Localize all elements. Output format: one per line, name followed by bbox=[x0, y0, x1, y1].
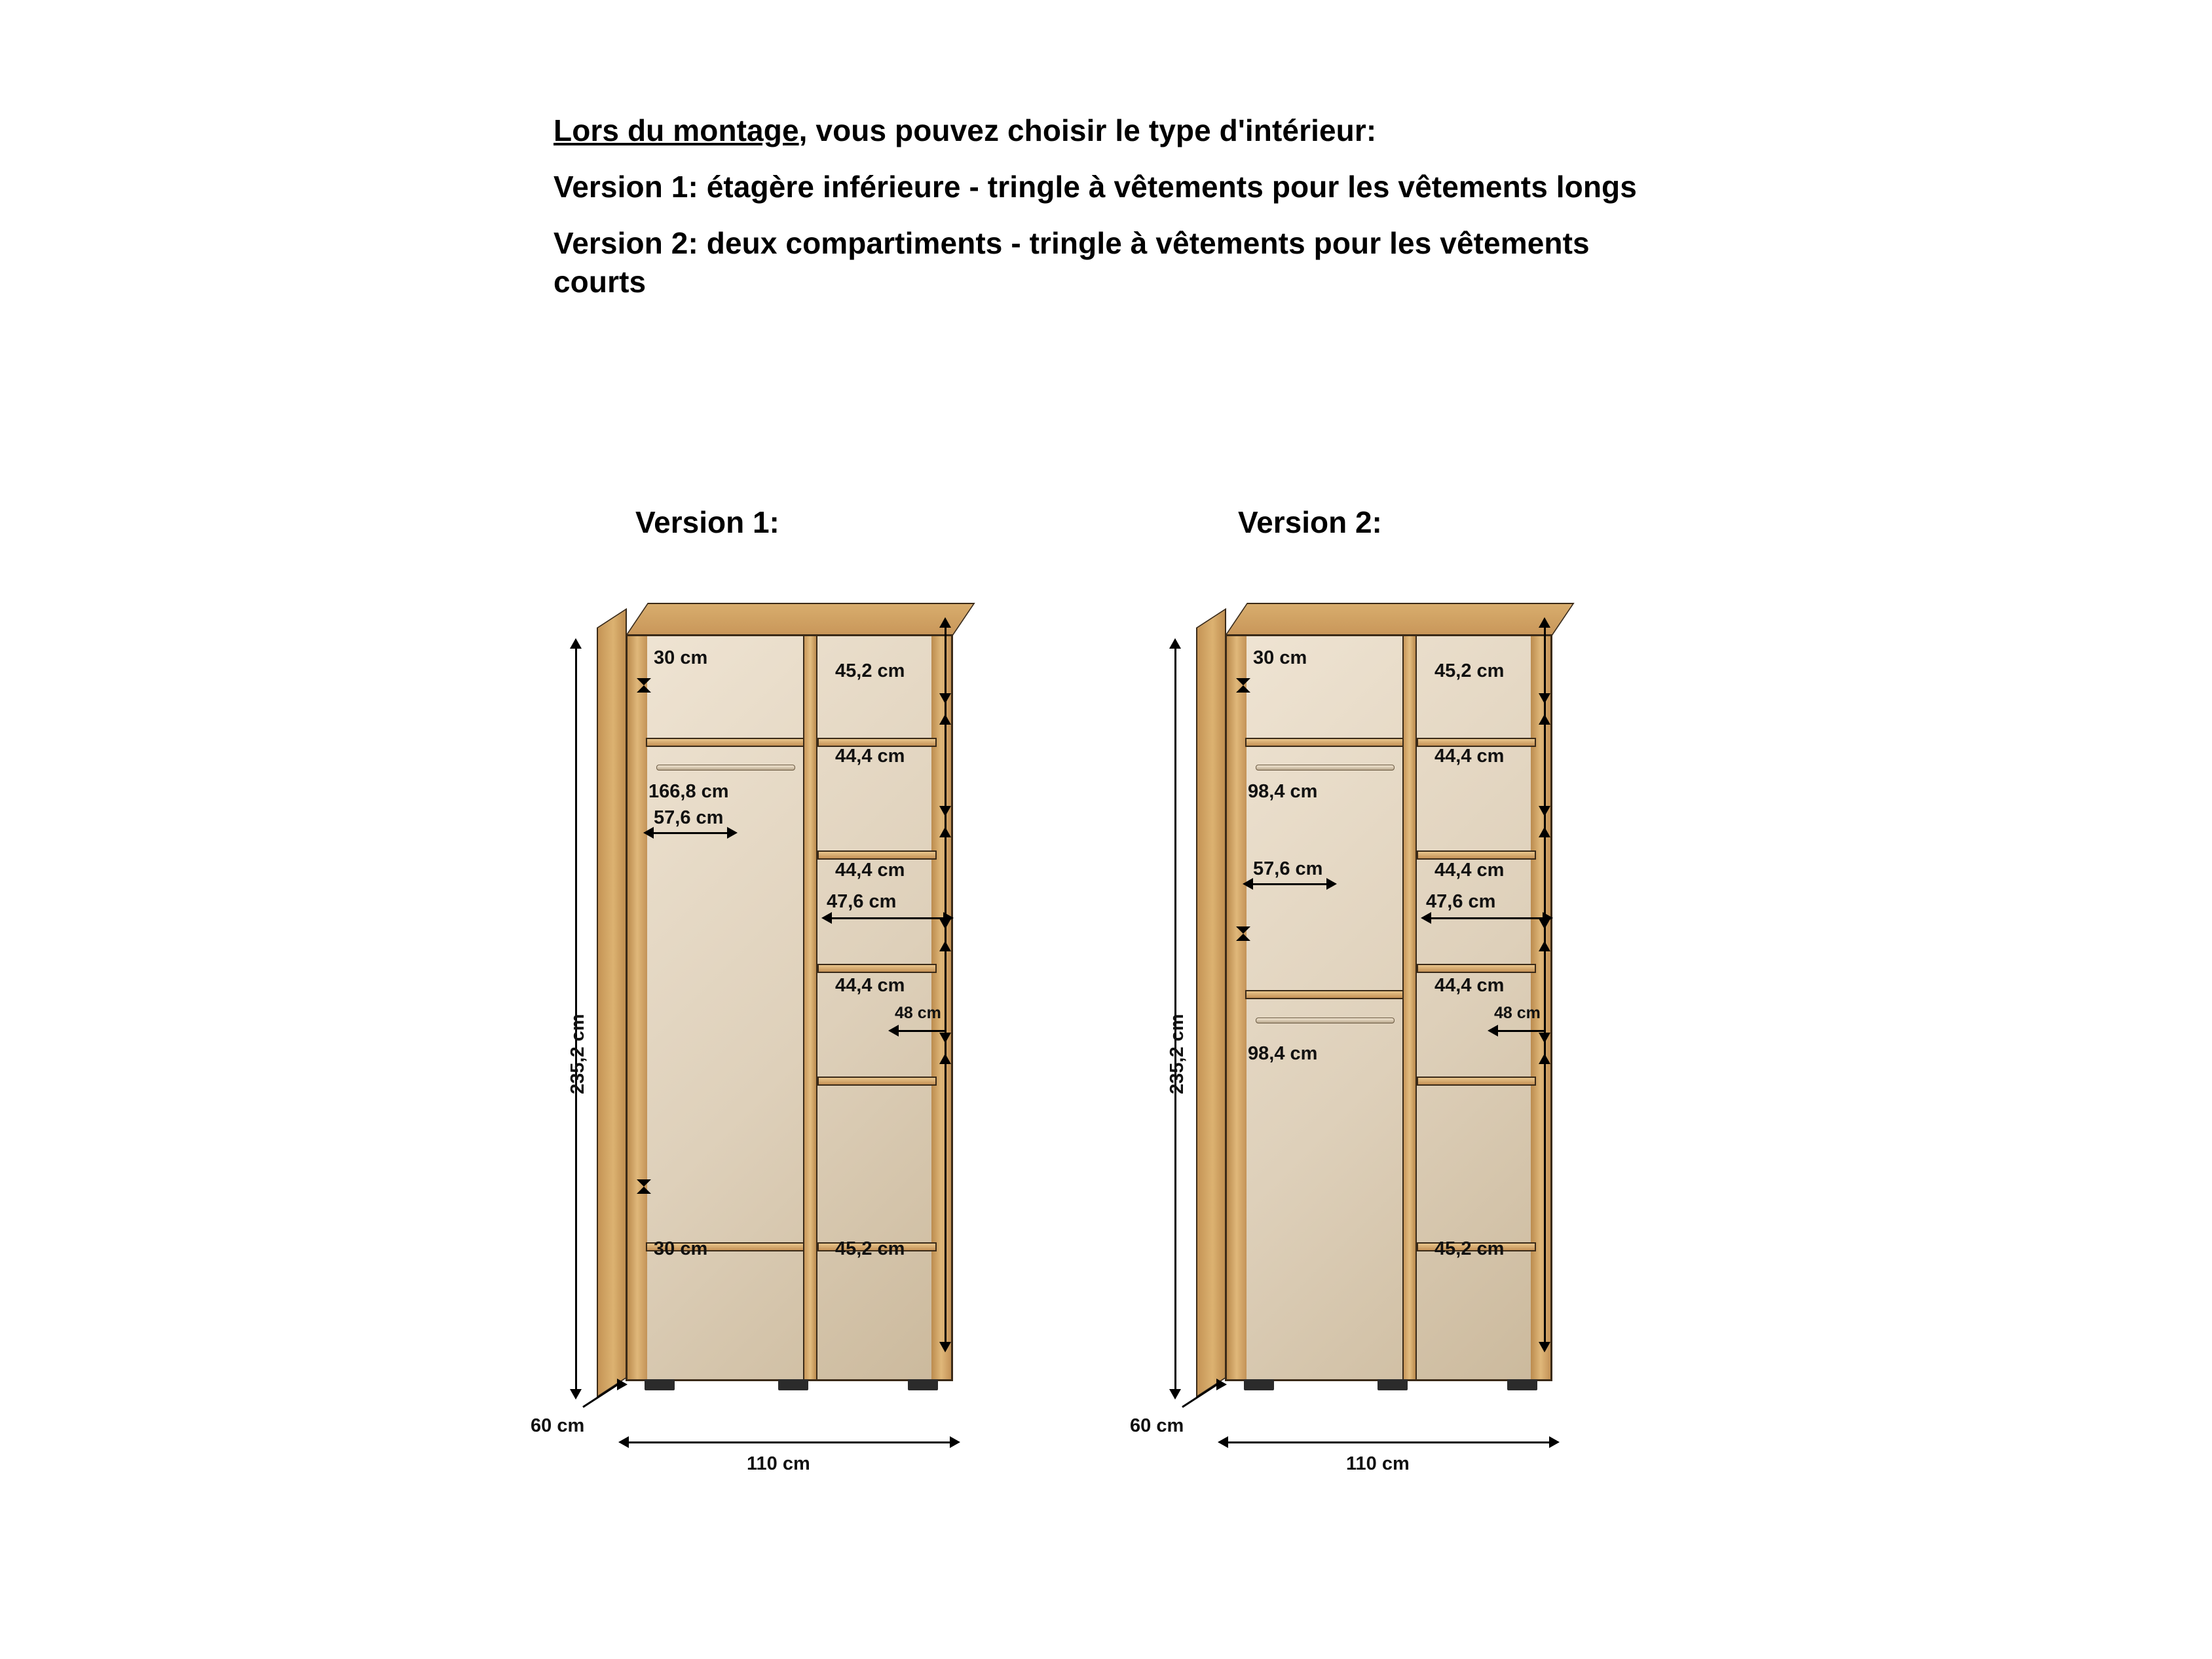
instructions-text-block bbox=[553, 111, 1680, 319]
inner-width-label-v2: 57,6 cm bbox=[1253, 858, 1323, 879]
right-dim-arrow-top-v1 bbox=[939, 617, 951, 628]
cabinet-top-panel bbox=[626, 603, 975, 636]
overall-height-label-v2: 235,2 cm bbox=[1167, 1014, 1188, 1094]
right-dim-arrow-4-v2 bbox=[1539, 827, 1550, 837]
overall-height-label-v1: 235,2 cm bbox=[567, 1014, 588, 1094]
cabinet-top-panel-v2 bbox=[1225, 603, 1575, 636]
wardrobe-diagram-version1 bbox=[531, 577, 1068, 1546]
intro-lead-rest: , vous pouvez choisir le type d'intérieur: bbox=[798, 113, 1377, 147]
right-compartment-label-3-v1: 44,4 cm bbox=[835, 860, 905, 881]
shelf-right-3-v2 bbox=[1417, 964, 1536, 973]
overall-height-arrow-top bbox=[570, 638, 582, 649]
right-inner-width-arrow-left-v1 bbox=[821, 912, 832, 924]
right-dim-arrow-top-v2 bbox=[1539, 617, 1550, 628]
shelf-left-top bbox=[646, 738, 804, 747]
inner-width-arrow-right-v2 bbox=[1326, 878, 1337, 890]
intro-paragraph bbox=[553, 111, 1680, 151]
right-dim-arrow-bottom-v1 bbox=[939, 1342, 951, 1352]
inner-width-label-v1: 57,6 cm bbox=[654, 807, 724, 828]
hanging-rod-upper-v2 bbox=[1256, 765, 1395, 771]
shelf-depth-arrow-left-v1 bbox=[888, 1025, 899, 1037]
shelf-depth-line-v1 bbox=[897, 1030, 945, 1032]
cabinet-foot-left-v2 bbox=[1244, 1379, 1274, 1390]
version2-title: Version 2: bbox=[1238, 505, 1382, 539]
left-lower-hanging-label-v2: 98,4 cm bbox=[1248, 1043, 1318, 1064]
width-arrow-right-v1 bbox=[950, 1436, 960, 1448]
right-compartment-label-4-v1: 44,4 cm bbox=[835, 975, 905, 996]
width-arrow-left-v2 bbox=[1218, 1436, 1228, 1448]
right-compartment-label-1-v2: 45,2 cm bbox=[1434, 660, 1505, 681]
overall-height-arrow-top-v2 bbox=[1169, 638, 1181, 649]
cabinet-vertical-divider bbox=[803, 636, 817, 1379]
right-dim-arrow-6-v1 bbox=[939, 941, 951, 951]
right-inner-width-label-v2: 47,6 cm bbox=[1426, 891, 1496, 912]
cabinet-foot-right bbox=[908, 1379, 938, 1390]
right-dim-arrow-7-v2 bbox=[1539, 1033, 1550, 1043]
depth-arrow-v2 bbox=[1216, 1379, 1227, 1390]
shelf-depth-arrow-left-v2 bbox=[1488, 1025, 1498, 1037]
right-dim-arrow-1-v2 bbox=[1539, 693, 1550, 704]
right-compartment-label-4-v2: 44,4 cm bbox=[1434, 975, 1505, 996]
right-dim-arrow-2-v1 bbox=[939, 714, 951, 725]
inner-width-line-v2 bbox=[1253, 883, 1326, 885]
inner-width-arrow-right-v1 bbox=[727, 827, 738, 839]
width-line-v1 bbox=[629, 1441, 950, 1443]
depth-label-v2: 60 cm bbox=[1130, 1415, 1184, 1436]
right-inner-width-arrow-right-v2 bbox=[1543, 912, 1553, 924]
width-line-v2 bbox=[1228, 1441, 1549, 1443]
overall-height-arrow-bottom-v2 bbox=[1169, 1389, 1181, 1400]
cabinet-foot-center-v2 bbox=[1378, 1379, 1408, 1390]
width-label-v1: 110 cm bbox=[747, 1453, 810, 1474]
cabinet-foot-center bbox=[778, 1379, 808, 1390]
version2-description: Version 2: deux compartiments - tringle à vêtements pour les vêtements courts bbox=[553, 225, 1590, 299]
right-dim-arrow-6-v2 bbox=[1539, 941, 1550, 951]
right-inner-width-line-v2 bbox=[1431, 917, 1543, 919]
right-dim-arrow-8-v1 bbox=[939, 1054, 951, 1064]
left-top-shelf-label-v1: 30 cm bbox=[654, 647, 708, 668]
width-arrow-right-v2 bbox=[1549, 1436, 1560, 1448]
cabinet-frame-left-v2 bbox=[1227, 636, 1247, 1379]
hanging-rod-lower-v2 bbox=[1256, 1018, 1395, 1023]
shelf-right-2-v2 bbox=[1417, 850, 1536, 860]
right-column-dim-line-v2 bbox=[1544, 628, 1546, 1342]
cabinet-frame-left bbox=[628, 636, 647, 1379]
cabinet-foot-right-v2 bbox=[1507, 1379, 1537, 1390]
version-titles bbox=[553, 505, 1798, 544]
shelf-depth-label-v1: 48 cm bbox=[895, 1004, 941, 1022]
left-bottom-shelf-label-v1: 30 cm bbox=[654, 1238, 708, 1259]
right-compartment-label-1-v1: 45,2 cm bbox=[835, 660, 905, 681]
inner-width-arrow-left-v2 bbox=[1243, 878, 1253, 890]
right-inner-width-arrow-right-v1 bbox=[943, 912, 954, 924]
width-arrow-left-v1 bbox=[618, 1436, 629, 1448]
width-label-v2: 110 cm bbox=[1346, 1453, 1410, 1474]
cabinet-side-panel bbox=[597, 608, 627, 1398]
shelf-right-4-v2 bbox=[1417, 1077, 1536, 1086]
hanging-rod-left bbox=[656, 765, 795, 771]
overall-height-arrow-bottom bbox=[570, 1389, 582, 1400]
shelf-left-top-v2 bbox=[1245, 738, 1404, 747]
cabinet-vertical-divider-v2 bbox=[1402, 636, 1417, 1379]
shelf-right-4 bbox=[817, 1077, 937, 1086]
left-hanging-height-label-v1: 166,8 cm bbox=[648, 781, 729, 802]
shelf-right-2 bbox=[817, 850, 937, 860]
left-upper-hanging-label-v2: 98,4 cm bbox=[1248, 781, 1318, 802]
right-column-dim-line-v1 bbox=[945, 628, 947, 1342]
cabinet-side-panel-v2 bbox=[1196, 608, 1226, 1398]
right-dim-arrow-bottom-v2 bbox=[1539, 1342, 1550, 1352]
intro-lead-underlined: Lors du montage bbox=[553, 113, 799, 147]
inner-width-line-v1 bbox=[654, 832, 727, 834]
shelf-right-3 bbox=[817, 964, 937, 973]
right-compartment-label-3-v2: 44,4 cm bbox=[1434, 860, 1505, 881]
right-dim-arrow-3-v1 bbox=[939, 806, 951, 816]
cabinet-foot-left bbox=[645, 1379, 675, 1390]
right-dim-arrow-2-v2 bbox=[1539, 714, 1550, 725]
right-compartment-label-5-v1: 45,2 cm bbox=[835, 1238, 905, 1259]
right-compartment-label-2-v1: 44,4 cm bbox=[835, 746, 905, 767]
right-dim-arrow-1-v1 bbox=[939, 693, 951, 704]
depth-label-v1: 60 cm bbox=[531, 1415, 585, 1436]
right-inner-width-label-v1: 47,6 cm bbox=[827, 891, 897, 912]
right-dim-arrow-8-v2 bbox=[1539, 1054, 1550, 1064]
right-dim-arrow-4-v1 bbox=[939, 827, 951, 837]
version1-title: Version 1: bbox=[635, 505, 779, 539]
right-inner-width-arrow-left-v2 bbox=[1421, 912, 1431, 924]
shelf-depth-label-v2: 48 cm bbox=[1494, 1004, 1541, 1022]
inner-width-arrow-left-v1 bbox=[643, 827, 654, 839]
wardrobe-diagram-version2 bbox=[1130, 577, 1667, 1546]
shelf-left-middle-v2 bbox=[1245, 990, 1404, 999]
right-dim-arrow-7-v1 bbox=[939, 1033, 951, 1043]
shelf-depth-line-v2 bbox=[1497, 1030, 1544, 1032]
right-inner-width-line-v1 bbox=[832, 917, 943, 919]
version1-description: Version 1: étagère inférieure - tringle à vêtements pour les vêtements longs bbox=[553, 169, 1637, 204]
right-dim-arrow-3-v2 bbox=[1539, 806, 1550, 816]
right-compartment-label-2-v2: 44,4 cm bbox=[1434, 746, 1505, 767]
right-compartment-label-5-v2: 45,2 cm bbox=[1434, 1238, 1505, 1259]
left-top-shelf-label-v2: 30 cm bbox=[1253, 647, 1307, 668]
depth-arrow-v1 bbox=[617, 1379, 628, 1390]
